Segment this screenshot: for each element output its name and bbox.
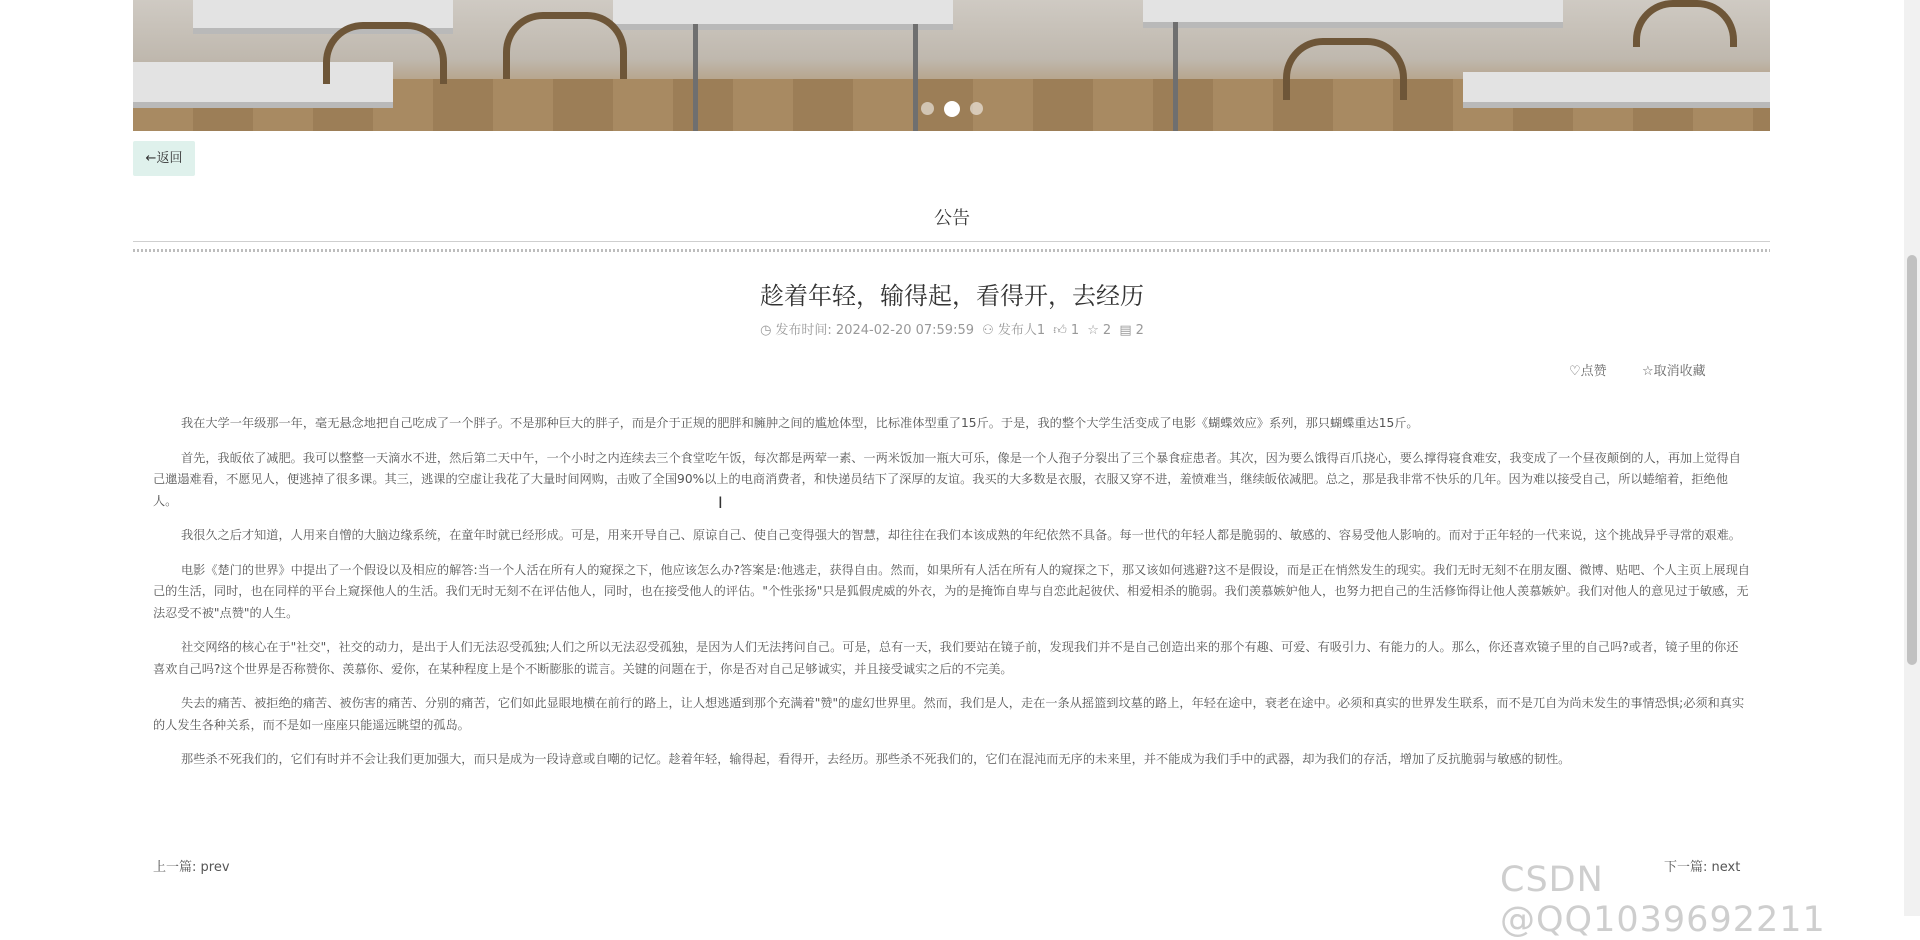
carousel-dot[interactable]: [970, 102, 983, 115]
article-paragraph: 首先，我皈依了减肥。我可以整整一天滴水不进，然后第二天中午，一个小时之内连续去三个食堂吃午饭，每次都是两荤一素、一两米饭加一瓶大可乐，像是一个人孢子分裂出了三个暴食症患者。其次，因为要么饿得百爪挠心，要么撑得寝食难安，我变成了一个昼夜颠倒的人，再加上觉得自己邋遢难看，不愿见人，便逃掉了很多课。其三，逃课的空虚让我花了大量时间网购，击败了全国90%以上的电商消费者，和快递员结下了深厚的友谊。我买的大多数是衣服，衣服又穿不进，羞愤难当，继续皈依减肥。总之，那是我非常不快乐的几年。因为难以接受自己，所以蜷缩着，拒绝他人。: [153, 450, 1741, 508]
unfavorite-button[interactable]: [1642, 360, 1706, 379]
article-paragraph: 我在大学一年级那一年，毫无悬念地把自己吃成了一个胖子。不是那种巨大的胖子，而是介于正规的肥胖和臃肿之间的尴尬体型，比标准体型重了15斤。于是，我的整个大学生活变成了电影《蝴蝶效应》系列，那只蝴蝶重达15斤。: [181, 416, 1419, 430]
article-meta: [0, 319, 1904, 338]
article-paragraph: 那些杀不死我们的，它们有时并不会让我们更加强大，而只是成为一段诗意或自嘲的记忆。趁着年轻，输得起，看得开，去经历。那些杀不死我们的，它们在混沌而无序的未来里，并不能成为我们手中的武器，却为我们的存活，增加了反抗脆弱与敏感的韧性。: [181, 752, 1571, 766]
next-article-link[interactable]: 下一篇: next: [1664, 860, 1741, 875]
like-button[interactable]: [1569, 360, 1607, 379]
article-paragraph: 电影《楚门的世界》中提出了一个假设以及相应的解答:当一个人活在所有人的窥探之下，他应该怎么办?答案是:他逃走，获得自由。然而，如果所有人活在所有人的窥探之下，那又该如何逃避?这不是假设，而是正在悄然发生的现实。我们无时无刻不在朋友圈、微博、贴吧、个人主页上展现自己的生活，同时，也在同样的平台上窥探他人的生活。我们无时无刻不在评估他人，同时，也在接受他人的评估。"个性张扬"只是狐假虎威的外衣，为的是掩饰自卑与自恋此起彼伏、相爱相杀的脆弱。我们羡慕嫉妒他人，也努力把自己的生活修饰得让他人羡慕嫉妒。我们对他人的意见过于敏感，无法忍受不被"点赞"的人生。: [153, 562, 1750, 620]
banner-chair: [503, 12, 627, 79]
article-content: [153, 413, 1750, 784]
publish-time: 发布时间: 2024-02-20 07:59:59: [775, 323, 975, 338]
clock-icon: ◷: [760, 323, 772, 338]
watermark: CSDN @QQ1039692211: [1500, 860, 1826, 940]
banner-chair: [1633, 0, 1737, 47]
article-title: 趁着年轻，输得起，看得开，去经历: [760, 282, 1144, 310]
user-icon: ⚇: [982, 323, 994, 338]
carousel-dot-active[interactable]: [944, 101, 960, 117]
banner-chair: [323, 22, 447, 84]
carousel-indicators: [133, 98, 1770, 117]
star-icon: ☆: [1642, 364, 1654, 379]
banner-chair: [1283, 38, 1407, 100]
favorite-count: 2: [1102, 323, 1112, 338]
text-cursor-icon: I: [718, 493, 723, 512]
banner-desk: [1143, 0, 1563, 28]
back-button[interactable]: ←返回: [133, 141, 195, 176]
scrollbar[interactable]: [1904, 0, 1920, 916]
section-title: 公告: [934, 208, 970, 229]
unfavorite-label: 取消收藏: [1653, 364, 1706, 379]
thumbs-up-icon: 👍︎: [1053, 323, 1067, 338]
publisher: 发布人1: [997, 323, 1046, 338]
article-paragraph: 社交网络的核心在于"社交"，社交的动力，是出于人们无法忍受孤独;人们之所以无法忍受孤独，是因为人们无法拷问自己。可是，总有一天，我们要站在镜子前，发现我们并不是自己创造出来的那个有趣、可爱、有吸引力、有能力的人。那么，你还喜欢镜子里的自己吗?或者，镜子里的你还喜欢自己吗?这个世界是否称赞你、羡慕你、爱你，在某种程度上是个不断膨胀的谎言。关键的问题在于，你是否对自己足够诚实，并且接受诚实之后的不完美。: [153, 640, 1739, 676]
banner-desk: [613, 0, 953, 30]
star-icon: ☆: [1087, 323, 1099, 338]
like-label: 点赞: [1580, 364, 1607, 379]
like-count: 1: [1070, 323, 1080, 338]
banner-carousel: [133, 0, 1770, 131]
comment-icon: ▤: [1119, 323, 1132, 338]
prev-article-link[interactable]: 上一篇: prev: [153, 860, 230, 875]
heart-icon: ♡: [1569, 364, 1581, 379]
article-paragraph: 失去的痛苦、被拒绝的痛苦、被伤害的痛苦、分别的痛苦，它们如此显眼地横在前行的路上，让人想逃遁到那个充满着"赞"的虚幻世界里。然而，我们是人，走在一条从摇篮到坟墓的路上，年轻在途中，衰老在途中。必须和真实的世界发生联系，而不是兀自为尚未发生的事情恐惧;必须和真实的人发生各种关系，而不是如一座座只能遥远眺望的孤岛。: [153, 696, 1745, 732]
section-divider: [133, 241, 1770, 252]
carousel-dot[interactable]: [921, 102, 934, 115]
article-paragraph: 我很久之后才知道，人用来自憎的大脑边缘系统，在童年时就已经形成。可是，用来开导自己、原谅自己、使自己变得强大的智慧，却往往在我们本该成熟的年纪依然不具备。每一世代的年轻人都是脆弱的、敏感的、容易受他人影响的。而对于正年轻的一代来说，这个挑战异乎寻常的艰难。: [181, 528, 1741, 542]
comment-count: 2: [1135, 323, 1144, 338]
scrollbar-thumb[interactable]: [1907, 255, 1917, 665]
